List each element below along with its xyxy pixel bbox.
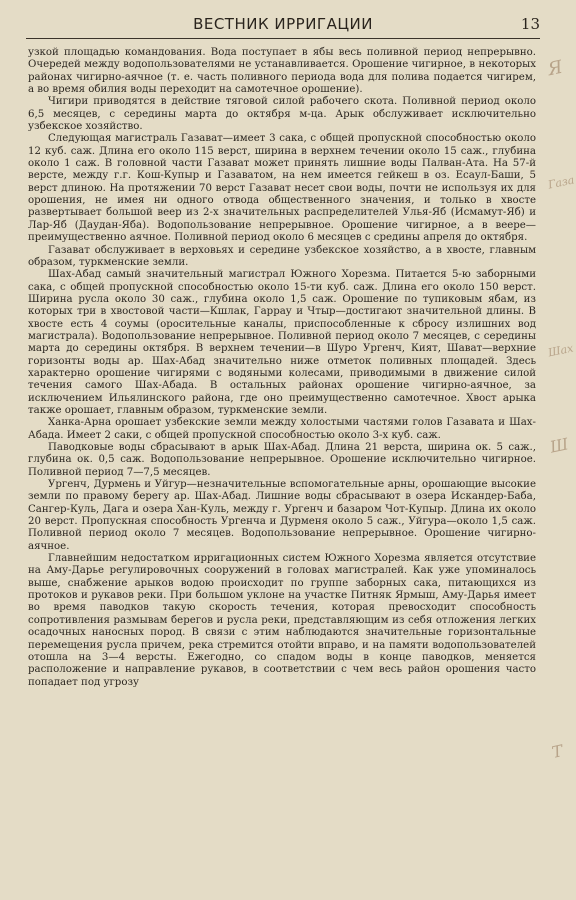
margin-annotation: Т xyxy=(550,741,565,762)
margin-annotation: Ш xyxy=(548,434,571,457)
paragraph: Шах-Абад самый значительный магистрал Южного Хорезма. Питается 5-ю заборными сака, с общей пропускной способностью около 15-ти куб. саж. Длина его около 150 верст. Ширина русла около 30 саж., глубина около 1,5 саж. Орошение по тупиковым ябам, из которых три в хвостовой части—Кшлак, Гаррау и Чтыр—достигают значительной длины. В хвосте есть 4 соумы (оросительные каналы, приспособленные к сбросу излишних вод магистрала). Водопользование непрерывное. Поливной период около 7 месяцев, с середины марта до середины октября. В верхнем течении—в Шуро Ургенч, Кият, Шават—верхние горизонты воды ар. Шах-Абад значительно ниже отметок поливных площадей. Здесь характерно орошение чигирями с водяными колесами, приводимыми в движение силой течения самого Шах-Абада. В остальных районах орошение чигирно-аячное, за исключением Ильялинского района, где оно преимущественно самотечное. Хвост арыка также орошает, главным образом, туркменские земли. xyxy=(28,269,536,416)
paragraph: Чигири приводятся в действие тяговой силой рабочего скота. Поливной период около 6,5 месяцев, с середины марта до октября м-ца. Арык обслуживает исключительно узбекское хозяйство. xyxy=(28,96,536,133)
paragraph: Ханка-Арна орошает узбекские земли между холостыми частями голов Газавата и Шах-Абада. Имеет 2 саки, с общей пропускной способностью около 3-х куб. саж. xyxy=(28,417,536,441)
margin-annotation: Я xyxy=(545,56,565,81)
paragraph: Ургенч, Дурмень и Уйгур—незначительные вспомогательные арны, орошающие высокие земли по правому берегу ар. Шах-Абад. Лишние воды сбрасывают в озера Искандер-Баба, Сангер-Куль, Дага и озера Хан-Куль, между г. Ургенч и базаром Чот-Купыр. Длина их около 20 верст. Пропускная способность Ургенча и Дурменя около 5 саж., Уйгура—около 1,5 саж. Поливной период около 7 месяцев. Водопользование непрерывное. Орошение чигирно-аячное. xyxy=(28,479,536,552)
paragraph: Следующая магистраль Газават—имеет 3 сака, с общей пропускной способностью около 12 куб. саж. Длина его около 115 верст, ширина в верхнем течении около 15 саж., глубина около 1 саж. В головной части Газават может принять лишние воды Палван-Ата. На 57-й версте, между г.г. Кош-Купыр и Газаватом, на нем имеется гейкеш в оз. Есаул-Баши, 5 верст длиною. На протяжении 70 верст Газават несет свои воды, почти не используя их для орошения, не имея ни одного отвода общественного значения, и только в хвосте развертывает большой веер из 2-х значительных распределителей Улья-Яб (Исмамут-Яб) и Лар-Яб (Даудан-Яба). Водопользование непрерывное. Орошение чигирное, а в веере—преимущественно аячное. Поливной период около 6 месяцев с средины апреля до октября. xyxy=(28,133,536,244)
margin-annotation: Шах xyxy=(546,341,575,360)
body-text xyxy=(28,47,536,689)
page-number: 13 xyxy=(520,15,540,33)
paragraph: Паводковые воды сбрасывают в арык Шах-Абад. Длина 21 верста, ширина ок. 5 саж., глубина ок. 0,5 саж. Водопользование непрерывное. Орошение исключительно чигирное. Поливной период 7—7,5 месяцев. xyxy=(28,442,536,478)
paragraph: Газават обслуживает в верховьях и середине узбекское хозяйство, а в хвосте, главным образом, туркменские земли. xyxy=(28,244,536,268)
journal-title: ВЕСТНИК ИРРИГАЦИИ xyxy=(193,15,373,33)
running-header xyxy=(26,12,540,39)
margin-annotation: Газа xyxy=(546,173,576,192)
paragraph: узкой площадью командования. Вода поступает в ябы весь поливной период непрерывно. Очередей между водопользователями не устанавливается. Орошение чигирное, в некоторых районах чигирно-аячное (т. е. часть поливного периода вода для полива подается чигирем, а во время обилия воды переходит на самотечное орошение). xyxy=(28,47,536,96)
paragraph: Главнейшим недостатком ирригационных систем Южного Хорезма является отсутствие на Аму-Дарье регулировочных сооружений в головах магистралей. Как уже упоминалось выше, снабжение арыков водою происходит по группе заборных сака, питающихся из протоков и рукавов реки. При большом уклоне на участке Питняк Ярмыш, Аму-Дарья имеет во время паводков такую скорость течения, которая превосходит способность сопротивления размывам берегов и русла реки, представляющим из себя отложения легких осадочных наносных пород. В связи с этим наблюдаются значительные горизонтальные перемещения русла причем, река стремится отойти вправо, и на памяти водопользователей отошла на 3—4 версты. Ежегодно, со спадом воды в конце паводков, меняется расположение и направление рукавов, в соответствии с чем весь район орошения часто попадает под угрозу xyxy=(28,553,536,688)
